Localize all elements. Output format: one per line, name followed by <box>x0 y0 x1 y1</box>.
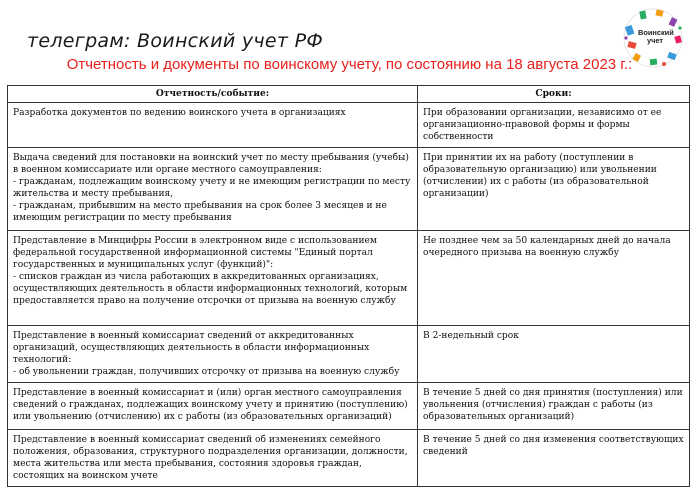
event-text: - гражданам, прибывшим на место пребывания на срок более 3 месяцев и не имеющим регистрации по месту пребывания <box>13 201 387 223</box>
event-cell <box>8 383 418 430</box>
deadline-cell <box>418 148 690 231</box>
table-row <box>8 326 690 383</box>
event-cell <box>8 103 418 148</box>
table-row <box>8 103 690 148</box>
logo <box>620 6 686 70</box>
event-cell <box>8 148 418 231</box>
event-cell <box>8 231 418 326</box>
event-text: - списков граждан из числа работающих в аккредитованных организациях, осуществляющих деятельность в области информационных технологий, которым предоставляется право на получение отсрочки от призыва на военную службу <box>13 272 408 306</box>
channel-title: телеграм: Воинский учет РФ <box>27 30 324 52</box>
event-text: Разработка документов по ведению воинского учета в организациях <box>13 108 346 118</box>
deadline-cell <box>418 383 690 430</box>
event-text: - об увольнении граждан, получивших отсрочку от призыва на военную службу <box>13 367 400 377</box>
event-text: Представление в военный комиссариат и (или) орган местного самоуправления сведений о гражданах, подлежащих воинскому учету и принятию (поступлению) или увольнению (отчислению) их с работы (из образовательных организаций) <box>13 388 408 422</box>
event-cell <box>8 430 418 487</box>
logo-line-1: Воинский <box>638 28 674 37</box>
event-text: Представление в военный комиссариат сведений от аккредитованных организаций, осуществляющих деятельность в области информационных технологий: <box>13 331 370 365</box>
table-row <box>8 148 690 231</box>
deadline-cell <box>418 103 690 148</box>
event-text: Представление в Минцифры России в электронном виде с использованием федеральной государственной информационной системы "Единый портал государственных и муниципальных услуг (функций)": <box>13 236 378 270</box>
header-event: Отчетность/событие: <box>8 86 418 103</box>
table-header-row <box>8 86 690 103</box>
event-text: Представление в военный комиссариат сведений об изменениях семейного положения, образования, структурного подразделения организации, должности, места жительства или места пребывания, состояния здоровья граждан, состоящих на воинском учете <box>13 435 408 481</box>
page-subtitle: Отчетность и документы по воинскому учету, по состоянию на 18 августа 2023 г.: <box>66 56 633 73</box>
table-row <box>8 430 690 487</box>
header-deadline: Сроки: <box>418 86 690 103</box>
table-row <box>8 231 690 326</box>
event-text: - гражданам, подлежащим воинскому учету и не имеющим регистрации по месту жительства и месту пребывания, <box>13 177 411 199</box>
deadline-text: В течение 5 дней со дня принятия (поступления) или увольнения (отчисления) граждан с работы (из образовательных организаций) <box>423 388 683 422</box>
deadline-cell <box>418 326 690 383</box>
deadline-text: При образовании организации, независимо от ее организационно-правовой формы и формы собственности <box>423 108 662 142</box>
deadline-text: В течение 5 дней со дня изменения соответствующих сведений <box>423 435 684 457</box>
deadline-cell <box>418 430 690 487</box>
deadline-text: Не позднее чем за 50 календарных дней до начала очередного призыва на военную службу <box>423 236 671 258</box>
reporting-table <box>7 85 690 487</box>
logo-line-2: учет <box>646 36 664 45</box>
deadline-cell <box>418 231 690 326</box>
table-row <box>8 383 690 430</box>
event-cell <box>8 326 418 383</box>
deadline-text: В 2-недельный срок <box>423 331 519 341</box>
logo-text <box>638 29 672 45</box>
deadline-text: При принятии их на работу (поступлении в образовательную организацию) или увольнении (отчислении) их с работы (из образовательной организации) <box>423 153 657 199</box>
event-text: Выдача сведений для постановки на воинский учет по месту пребывания (учебы) в военном комиссариате или органе местного самоуправления: <box>13 153 409 175</box>
